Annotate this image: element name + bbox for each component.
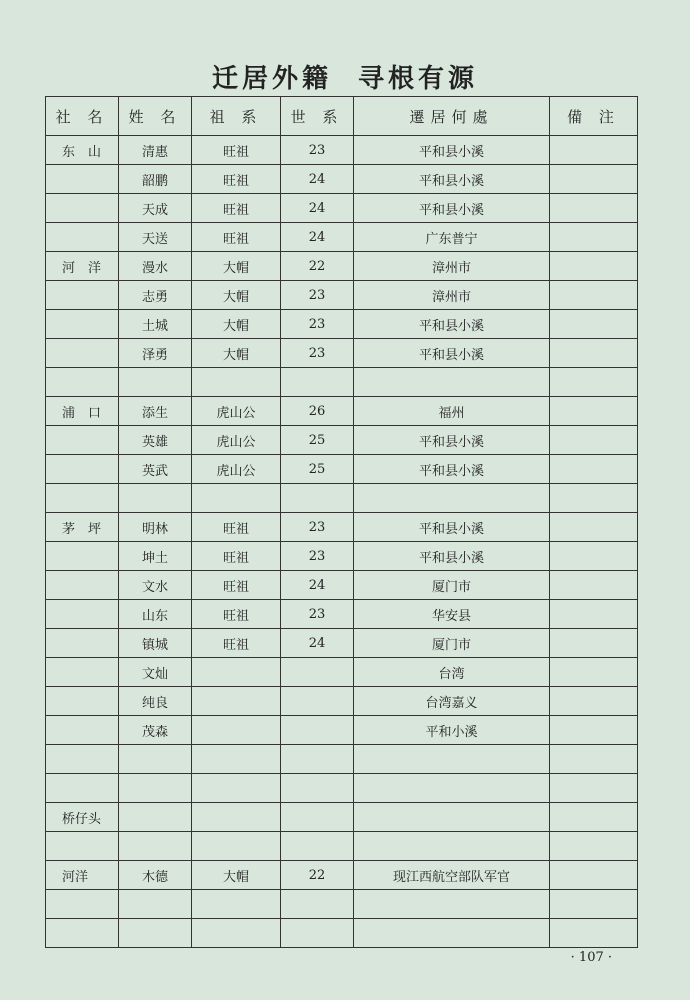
she-name-cell: 桥仔头	[46, 803, 119, 832]
migration-place-cell: 漳州市	[354, 281, 550, 310]
generation-cell: 23	[281, 310, 354, 339]
migration-place-cell	[354, 803, 550, 832]
remarks-cell	[550, 745, 638, 774]
she-name-cell	[46, 310, 119, 339]
person-name-cell: 山东	[119, 600, 192, 629]
ancestor-line-cell: 旺祖	[192, 194, 281, 223]
she-name-cell: 茅 坪	[46, 513, 119, 542]
person-name-cell: 韶鹏	[119, 165, 192, 194]
she-name-cell	[46, 165, 119, 194]
ancestor-line-cell: 旺祖	[192, 223, 281, 252]
generation-cell	[281, 368, 354, 397]
ancestor-line-cell	[192, 832, 281, 861]
remarks-cell	[550, 136, 638, 165]
table-row	[46, 484, 638, 513]
she-name-cell	[46, 571, 119, 600]
generation-cell	[281, 716, 354, 745]
migration-place-cell: 平和县小溪	[354, 165, 550, 194]
generation-cell	[281, 687, 354, 716]
person-name-cell	[119, 774, 192, 803]
person-name-cell: 文灿	[119, 658, 192, 687]
person-name-cell: 志勇	[119, 281, 192, 310]
person-name-cell	[119, 919, 192, 948]
generation-cell: 23	[281, 600, 354, 629]
ancestor-line-cell	[192, 368, 281, 397]
header-remarks: 備 注	[550, 97, 638, 136]
migration-place-cell: 福州	[354, 397, 550, 426]
generation-cell: 22	[281, 861, 354, 890]
she-name-cell	[46, 716, 119, 745]
migration-place-cell	[354, 484, 550, 513]
table-row	[46, 658, 638, 687]
table-row	[46, 339, 638, 368]
migration-place-cell	[354, 774, 550, 803]
person-name-cell	[119, 890, 192, 919]
generation-cell	[281, 890, 354, 919]
generation-cell	[281, 919, 354, 948]
person-name-cell: 茂森	[119, 716, 192, 745]
person-name-cell: 天送	[119, 223, 192, 252]
migration-place-cell: 平和县小溪	[354, 455, 550, 484]
ancestor-line-cell: 大帽	[192, 861, 281, 890]
person-name-cell: 纯良	[119, 687, 192, 716]
generation-cell: 22	[281, 252, 354, 281]
table-row	[46, 716, 638, 745]
remarks-cell	[550, 600, 638, 629]
remarks-cell	[550, 571, 638, 600]
table-row	[46, 890, 638, 919]
migration-place-cell: 厦门市	[354, 629, 550, 658]
ancestor-line-cell: 旺祖	[192, 513, 281, 542]
generation-cell	[281, 658, 354, 687]
person-name-cell: 土城	[119, 310, 192, 339]
migration-place-cell	[354, 368, 550, 397]
she-name-cell	[46, 542, 119, 571]
generation-cell: 24	[281, 194, 354, 223]
header-ancestor-line: 祖 系	[192, 97, 281, 136]
remarks-cell	[550, 774, 638, 803]
generation-cell: 23	[281, 281, 354, 310]
person-name-cell: 明林	[119, 513, 192, 542]
remarks-cell	[550, 919, 638, 948]
migration-place-cell: 平和县小溪	[354, 339, 550, 368]
table-row	[46, 861, 638, 890]
table-row	[46, 281, 638, 310]
generation-cell	[281, 803, 354, 832]
migration-place-cell: 台湾	[354, 658, 550, 687]
table-row	[46, 252, 638, 281]
ancestor-line-cell	[192, 803, 281, 832]
ancestor-line-cell	[192, 890, 281, 919]
she-name-cell	[46, 426, 119, 455]
she-name-cell	[46, 745, 119, 774]
remarks-cell	[550, 223, 638, 252]
remarks-cell	[550, 194, 638, 223]
person-name-cell	[119, 803, 192, 832]
remarks-cell	[550, 832, 638, 861]
table-row	[46, 310, 638, 339]
she-name-cell: 浦 口	[46, 397, 119, 426]
remarks-cell	[550, 397, 638, 426]
migration-place-cell: 平和县小溪	[354, 136, 550, 165]
table-row	[46, 194, 638, 223]
migration-place-cell: 厦门市	[354, 571, 550, 600]
generation-cell: 25	[281, 426, 354, 455]
page-number: · 107 ·	[570, 950, 612, 965]
table-row	[46, 542, 638, 571]
remarks-cell	[550, 252, 638, 281]
ancestor-line-cell: 旺祖	[192, 600, 281, 629]
remarks-cell	[550, 426, 638, 455]
person-name-cell: 添生	[119, 397, 192, 426]
ancestor-line-cell	[192, 919, 281, 948]
migration-place-cell: 华安县	[354, 600, 550, 629]
table-row	[46, 136, 638, 165]
header-generation: 世 系	[281, 97, 354, 136]
remarks-cell	[550, 455, 638, 484]
table-row	[46, 165, 638, 194]
table-row	[46, 687, 638, 716]
ancestor-line-cell	[192, 774, 281, 803]
ancestor-line-cell	[192, 745, 281, 774]
ancestor-line-cell: 虎山公	[192, 455, 281, 484]
remarks-cell	[550, 339, 638, 368]
she-name-cell	[46, 629, 119, 658]
ancestor-line-cell	[192, 687, 281, 716]
person-name-cell: 镇城	[119, 629, 192, 658]
remarks-cell	[550, 890, 638, 919]
title-part-2: 寻根有源	[358, 64, 479, 94]
generation-cell	[281, 774, 354, 803]
she-name-cell	[46, 658, 119, 687]
she-name-cell	[46, 484, 119, 513]
table-row	[46, 513, 638, 542]
she-name-cell: 河洋	[46, 861, 119, 890]
ancestor-line-cell: 旺祖	[192, 629, 281, 658]
person-name-cell	[119, 745, 192, 774]
ancestor-line-cell: 大帽	[192, 252, 281, 281]
header-she-name: 社 名	[46, 97, 119, 136]
table-row	[46, 774, 638, 803]
generation-cell: 23	[281, 542, 354, 571]
migration-place-cell: 平和县小溪	[354, 513, 550, 542]
person-name-cell: 木德	[119, 861, 192, 890]
she-name-cell: 东 山	[46, 136, 119, 165]
remarks-cell	[550, 658, 638, 687]
remarks-cell	[550, 165, 638, 194]
migration-place-cell: 广东普宁	[354, 223, 550, 252]
person-name-cell: 英武	[119, 455, 192, 484]
she-name-cell	[46, 600, 119, 629]
table-row	[46, 919, 638, 948]
generation-cell: 26	[281, 397, 354, 426]
remarks-cell	[550, 281, 638, 310]
migration-place-cell	[354, 745, 550, 774]
generation-cell: 24	[281, 165, 354, 194]
person-name-cell: 清惠	[119, 136, 192, 165]
person-name-cell: 文水	[119, 571, 192, 600]
she-name-cell	[46, 455, 119, 484]
table-row	[46, 600, 638, 629]
remarks-cell	[550, 310, 638, 339]
person-name-cell: 泽勇	[119, 339, 192, 368]
person-name-cell	[119, 832, 192, 861]
she-name-cell	[46, 687, 119, 716]
generation-cell: 24	[281, 571, 354, 600]
generation-cell: 24	[281, 223, 354, 252]
migration-table	[45, 96, 638, 948]
table-row	[46, 629, 638, 658]
person-name-cell: 天成	[119, 194, 192, 223]
ancestor-line-cell: 旺祖	[192, 136, 281, 165]
migration-place-cell	[354, 832, 550, 861]
ancestor-line-cell: 大帽	[192, 339, 281, 368]
she-name-cell	[46, 339, 119, 368]
ancestor-line-cell	[192, 484, 281, 513]
migration-place-cell	[354, 919, 550, 948]
table-row	[46, 426, 638, 455]
ancestor-line-cell: 旺祖	[192, 571, 281, 600]
migration-place-cell: 现江西航空部队军官	[354, 861, 550, 890]
ancestor-line-cell: 大帽	[192, 310, 281, 339]
generation-cell: 24	[281, 629, 354, 658]
table-row	[46, 571, 638, 600]
generation-cell	[281, 832, 354, 861]
remarks-cell	[550, 687, 638, 716]
table-row	[46, 223, 638, 252]
person-name-cell	[119, 484, 192, 513]
person-name-cell: 漫水	[119, 252, 192, 281]
header-row	[46, 97, 638, 136]
migration-place-cell: 漳州市	[354, 252, 550, 281]
generation-cell: 23	[281, 513, 354, 542]
ancestor-line-cell: 虎山公	[192, 397, 281, 426]
she-name-cell	[46, 194, 119, 223]
she-name-cell	[46, 223, 119, 252]
migration-place-cell: 平和县小溪	[354, 426, 550, 455]
table-body	[46, 136, 638, 948]
migration-place-cell	[354, 890, 550, 919]
remarks-cell	[550, 368, 638, 397]
remarks-cell	[550, 484, 638, 513]
she-name-cell: 河 洋	[46, 252, 119, 281]
ancestor-line-cell: 虎山公	[192, 426, 281, 455]
migration-place-cell: 平和县小溪	[354, 194, 550, 223]
migration-place-cell: 平和县小溪	[354, 542, 550, 571]
remarks-cell	[550, 803, 638, 832]
she-name-cell	[46, 919, 119, 948]
migration-place-cell: 平和县小溪	[354, 310, 550, 339]
she-name-cell	[46, 774, 119, 803]
page-title	[0, 58, 690, 95]
table-row	[46, 832, 638, 861]
ancestor-line-cell: 大帽	[192, 281, 281, 310]
table-row	[46, 455, 638, 484]
table-row	[46, 368, 638, 397]
table-row	[46, 397, 638, 426]
person-name-cell	[119, 368, 192, 397]
she-name-cell	[46, 832, 119, 861]
header-migration-place: 遷居何處	[354, 97, 550, 136]
title-part-1: 迁居外籍	[211, 64, 332, 94]
generation-cell	[281, 745, 354, 774]
she-name-cell	[46, 368, 119, 397]
header-person-name: 姓 名	[119, 97, 192, 136]
migration-place-cell: 台湾嘉义	[354, 687, 550, 716]
generation-cell: 23	[281, 339, 354, 368]
ancestor-line-cell: 旺祖	[192, 542, 281, 571]
remarks-cell	[550, 513, 638, 542]
remarks-cell	[550, 716, 638, 745]
person-name-cell: 英雄	[119, 426, 192, 455]
migration-place-cell: 平和小溪	[354, 716, 550, 745]
remarks-cell	[550, 629, 638, 658]
ancestor-line-cell: 旺祖	[192, 165, 281, 194]
ancestor-line-cell	[192, 658, 281, 687]
person-name-cell: 坤土	[119, 542, 192, 571]
she-name-cell	[46, 890, 119, 919]
table-row	[46, 745, 638, 774]
remarks-cell	[550, 861, 638, 890]
ancestor-line-cell	[192, 716, 281, 745]
remarks-cell	[550, 542, 638, 571]
generation-cell	[281, 484, 354, 513]
generation-cell: 23	[281, 136, 354, 165]
table-row	[46, 803, 638, 832]
she-name-cell	[46, 281, 119, 310]
generation-cell: 25	[281, 455, 354, 484]
